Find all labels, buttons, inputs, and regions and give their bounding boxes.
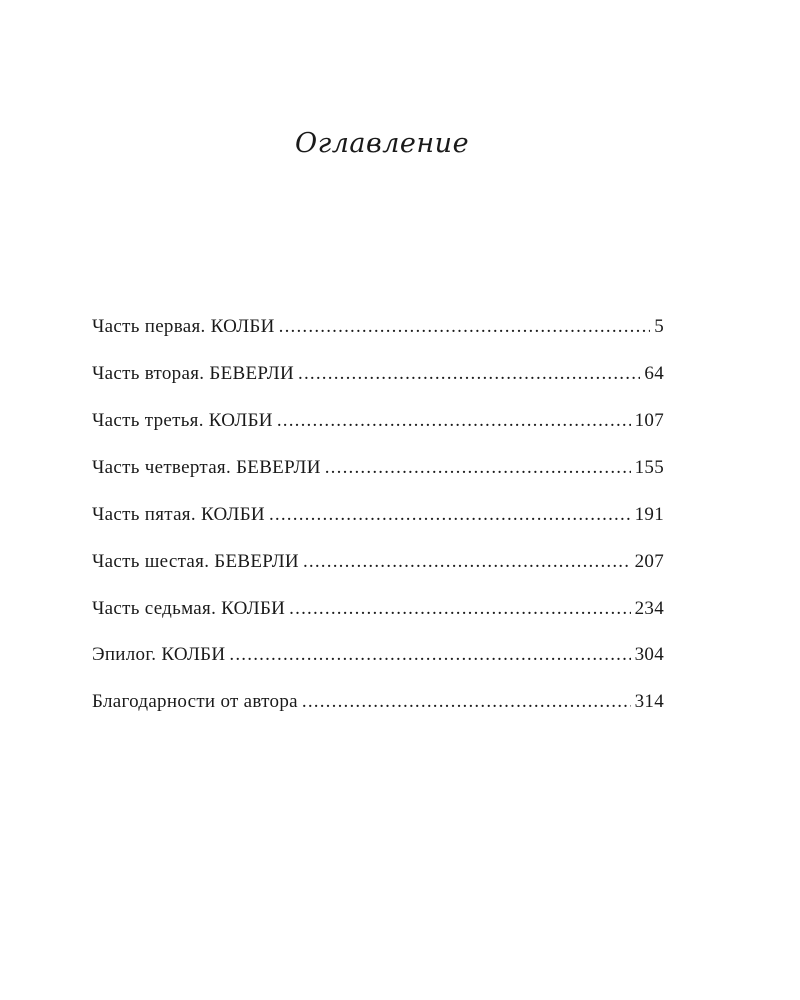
toc-entry-page-number: 5 (654, 316, 664, 337)
dot-leader (229, 644, 630, 666)
toc-entry-page-number: 155 (634, 457, 664, 478)
dot-leader (303, 551, 631, 573)
table-of-contents (92, 316, 664, 738)
toc-entry-part-1 (92, 316, 664, 363)
toc-entry-label: Часть шестая. БЕВЕРЛИ (92, 551, 299, 572)
toc-entry-acknowledgements (92, 691, 664, 738)
toc-entry-part-4 (92, 457, 664, 504)
toc-entry-epilogue (92, 644, 664, 691)
dot-leader (325, 457, 631, 479)
toc-entry-label: Часть первая. КОЛБИ (92, 316, 275, 337)
toc-entry-page-number: 207 (634, 551, 664, 572)
toc-entry-page-number: 314 (634, 691, 664, 712)
toc-entry-part-7 (92, 598, 664, 644)
dot-leader (269, 504, 631, 526)
toc-entry-part-6 (92, 551, 664, 598)
toc-entry-page-number: 304 (634, 644, 664, 665)
dot-leader (277, 410, 631, 432)
toc-entry-label: Часть четвертая. БЕВЕРЛИ (92, 457, 321, 478)
toc-entry-label: Часть третья. КОЛБИ (92, 410, 273, 431)
dot-leader (298, 363, 640, 385)
toc-entry-part-3 (92, 410, 664, 457)
toc-entry-part-5 (92, 504, 664, 551)
toc-entry-label: Часть пятая. КОЛБИ (92, 504, 265, 525)
page-title: Оглавление (294, 128, 470, 159)
toc-entry-label: Благодарности от автора (92, 691, 298, 712)
toc-entry-part-2 (92, 363, 664, 410)
toc-entry-page-number: 191 (634, 504, 664, 525)
toc-entry-label: Часть седьмая. КОЛБИ (92, 598, 286, 619)
toc-entry-page-number: 234 (634, 598, 664, 619)
dot-leader (279, 316, 651, 338)
toc-entry-page-number: 64 (644, 363, 664, 384)
dot-leader (302, 691, 631, 713)
dot-leader (289, 598, 630, 620)
toc-entry-label: Часть вторая. БЕВЕРЛИ (92, 363, 294, 384)
toc-entry-page-number: 107 (634, 410, 664, 431)
toc-entry-label: Эпилог. КОЛБИ (92, 644, 226, 665)
